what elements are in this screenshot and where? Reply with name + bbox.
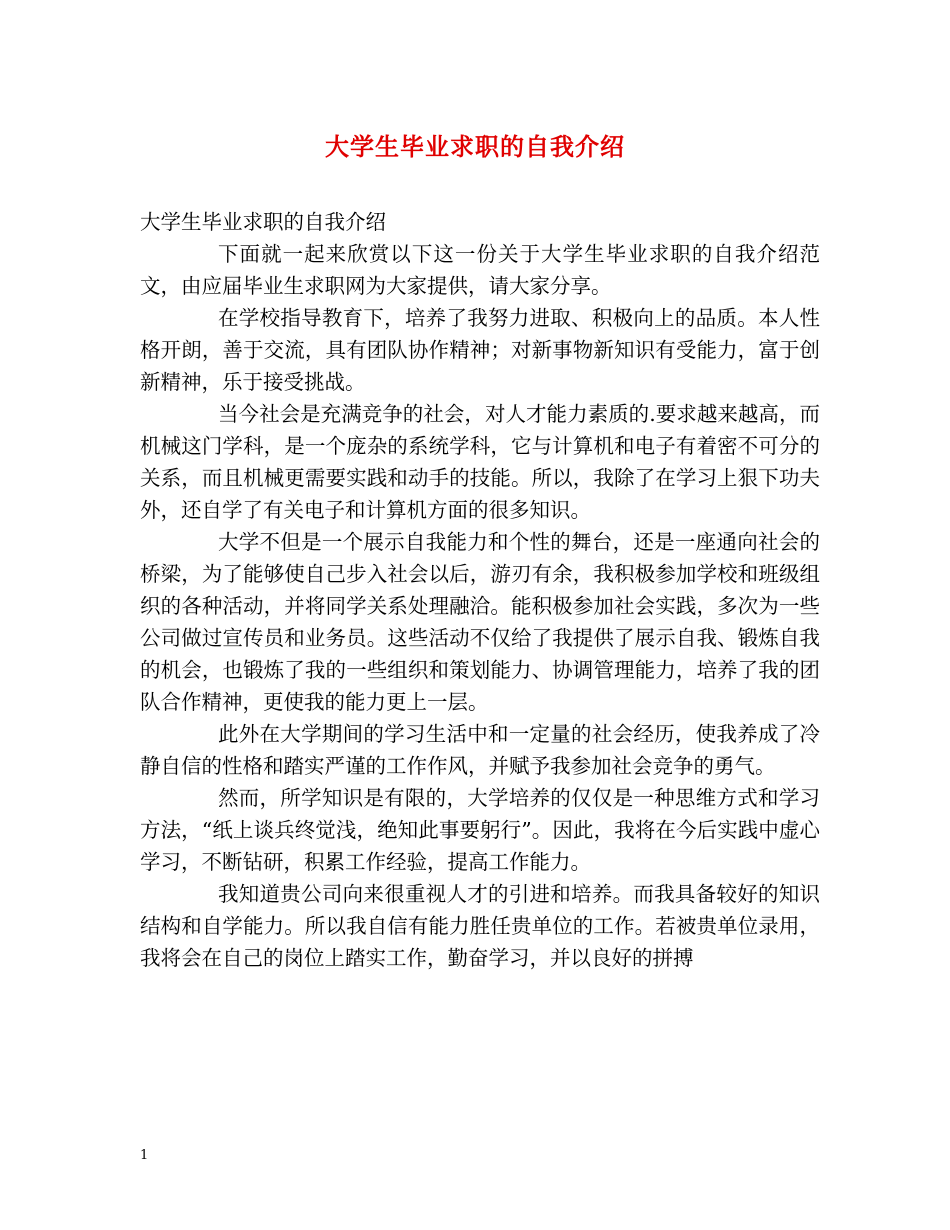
paragraph-character: 在学校指导教育下，培养了我努力进取、积极向上的品质。本人性格开朗，善于交流，具有团队协作精神；对新事物新知识有受能力，富于创新精神，乐于接受挑战。 [140,306,820,394]
paragraph-experience: 此外在大学期间的学习生活中和一定量的社会经历，使我养成了冷静自信的性格和踏实严谨的工作作风，并赋予我参加社会竞争的勇气。 [140,722,820,778]
document-body [140,206,820,974]
document-subtitle: 大学生毕业求职的自我介绍 [140,210,386,234]
document-title: 大学生毕业求职的自我介绍 [325,132,625,161]
paragraph-learning: 然而，所学知识是有限的，大学培养的仅仅是一种思维方式和学习方法，“纸上谈兵终觉浅，绝知此事要躬行”。因此，我将在今后实践中虚心学习，不断钻研，积累工作经验，提高工作能力。 [140,786,820,874]
page-number: 1 [140,1148,149,1163]
paragraph-intro: 下面就一起来欣赏以下这一份关于大学生毕业求职的自我介绍范文，由应届毕业生求职网为大家提供，请大家分享。 [140,242,820,298]
paragraph-skills: 当今社会是充满竞争的社会，对人才能力素质的.要求越来越高，而机械这门学科，是一个庞杂的系统学科，它与计算机和电子有着密不可分的关系，而且机械更需要实践和动手的技能。所以，我除了在学习上狠下功夫外，还自学了有关电子和计算机方面的很多知识。 [140,402,820,522]
paragraph-company: 我知道贵公司向来很重视人才的引进和培养。而我具备较好的知识结构和自学能力。所以我自信有能力胜任贵单位的工作。若被贵单位录用，我将会在自己的岗位上踏实工作，勤奋学习，并以良好的拼搏 [140,882,820,970]
paragraph-activities: 大学不但是一个展示自我能力和个性的舞台，还是一座通向社会的桥梁，为了能够使自己步入社会以后，游刃有余，我积极参加学校和班级组织的各种活动，并将同学关系处理融洽。能积极参加社会实践，多次为一些公司做过宣传员和业务员。这些活动不仅给了我提供了展示自我、锻炼自我的机会，也锻炼了我的一些组织和策划能力、协调管理能力，培养了我的团队合作精神，更使我的能力更上一层。 [140,530,820,714]
